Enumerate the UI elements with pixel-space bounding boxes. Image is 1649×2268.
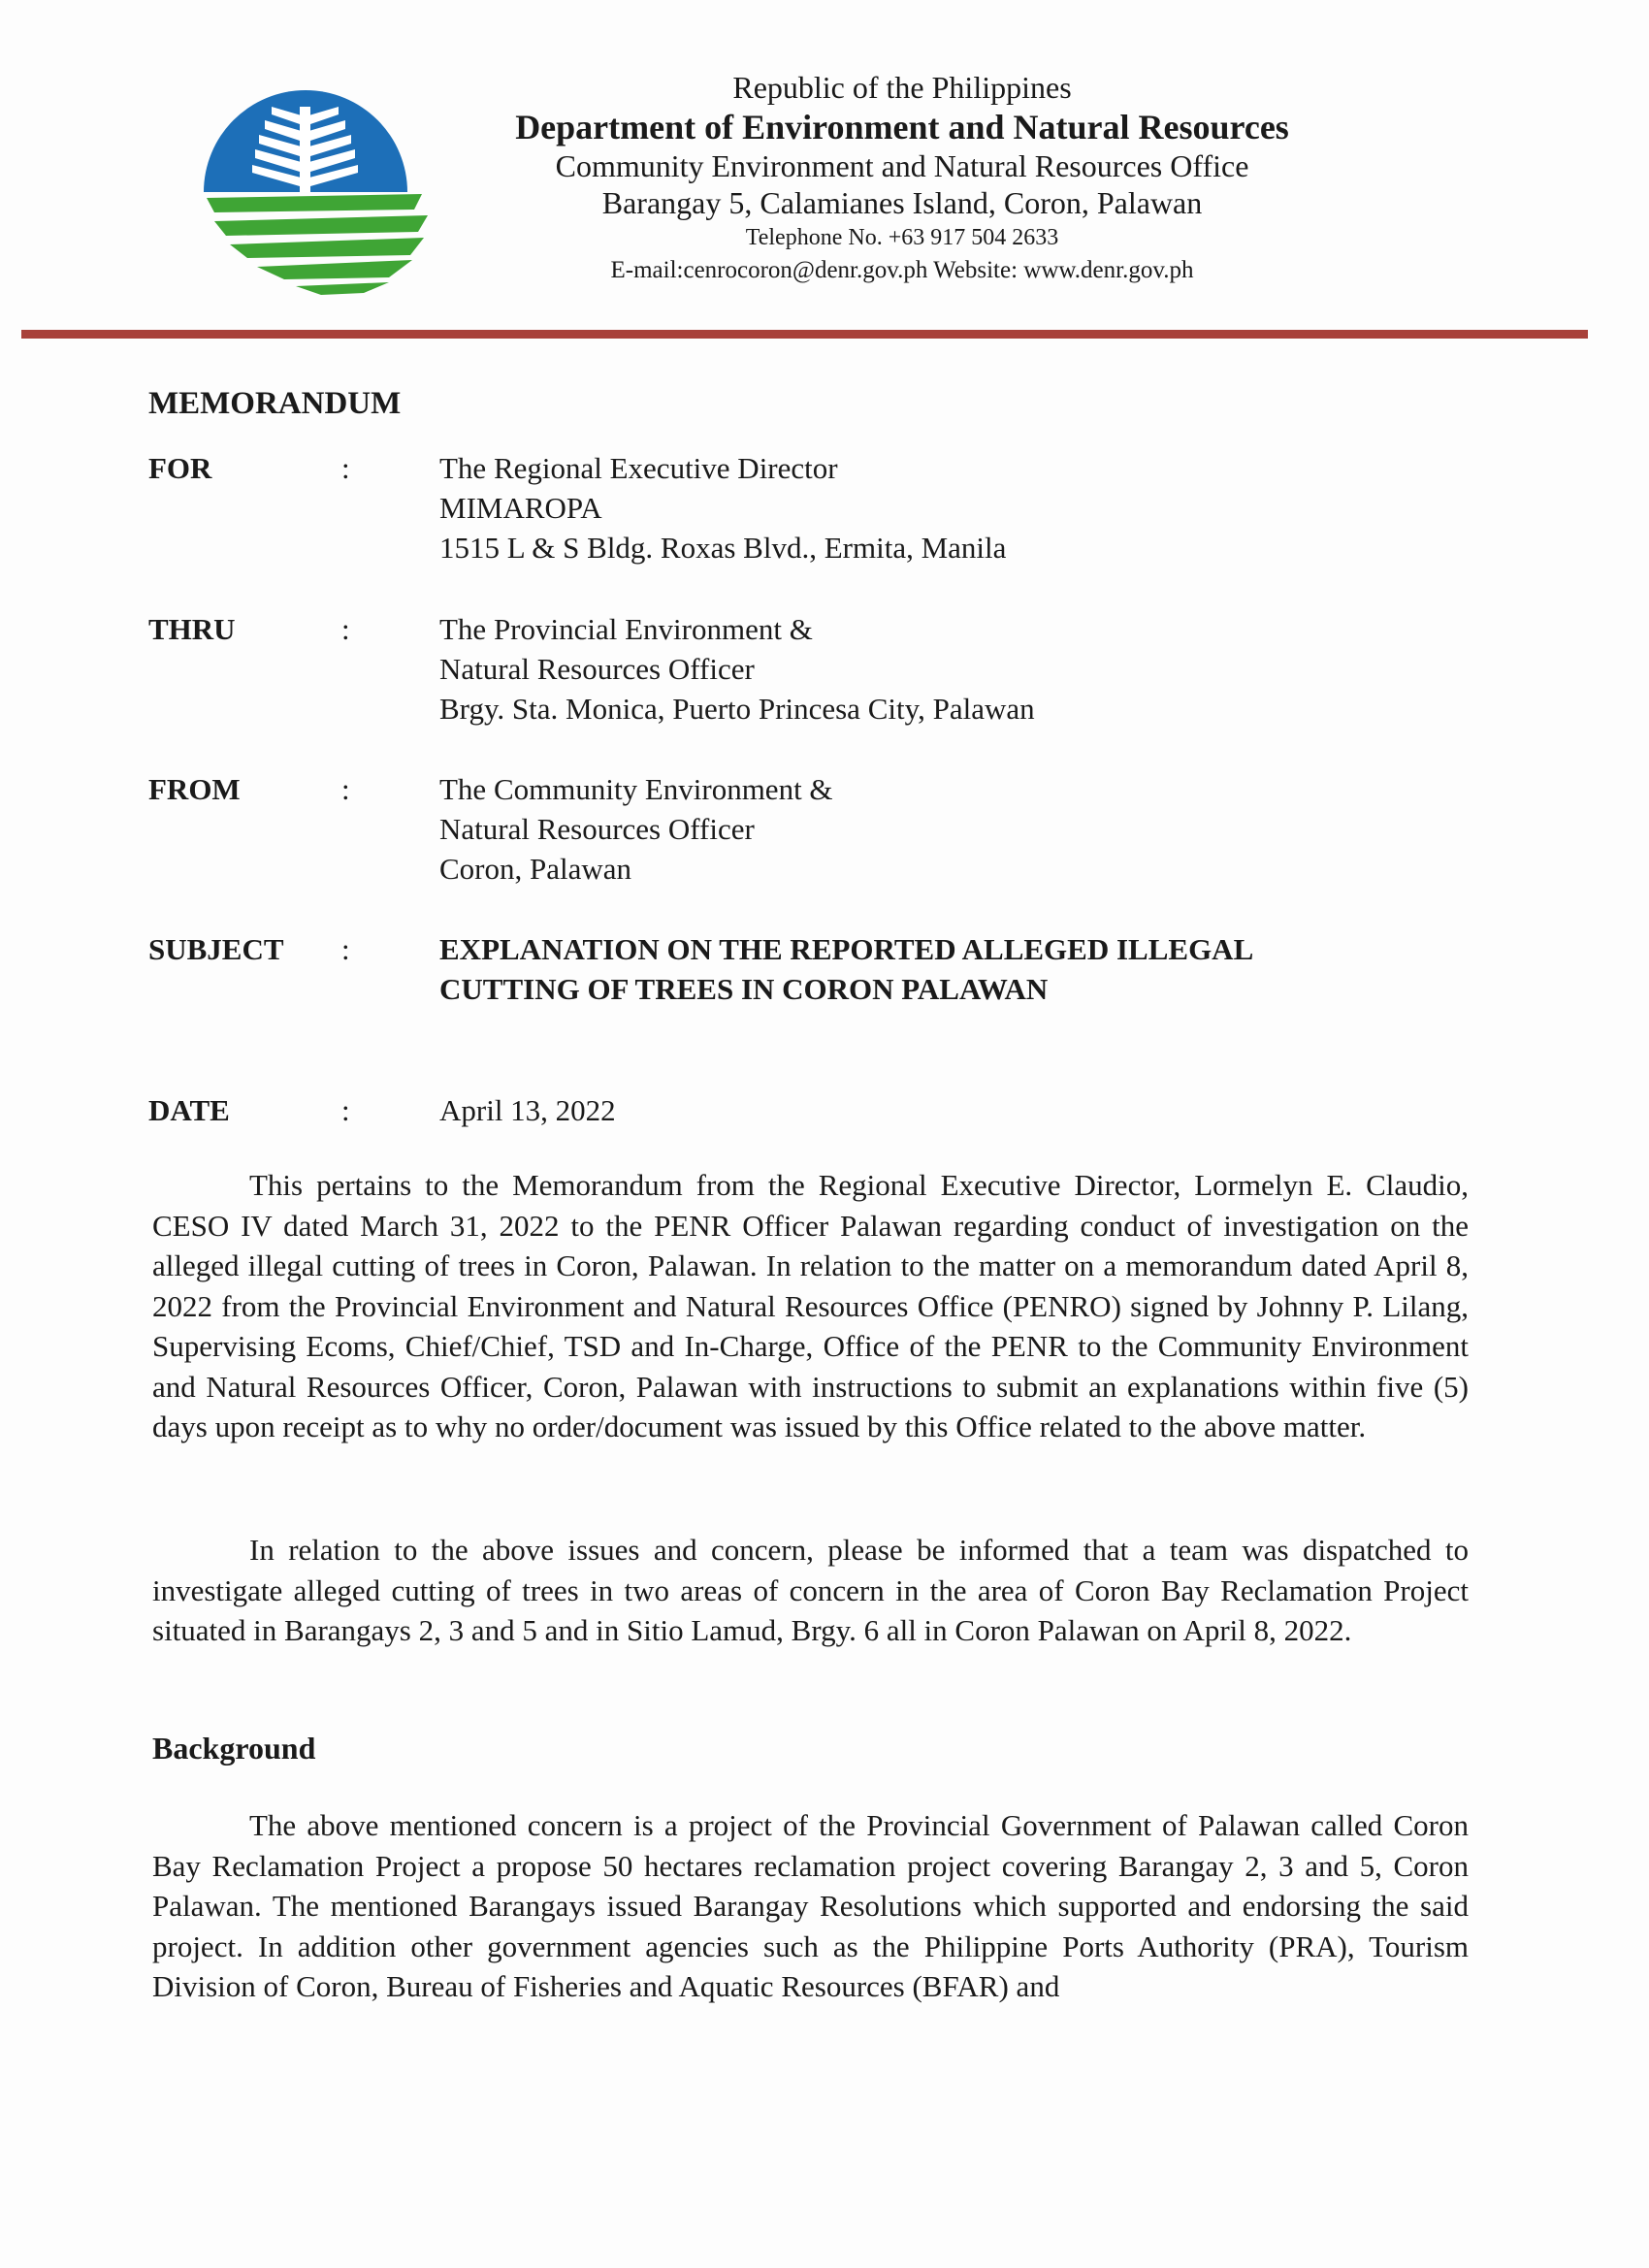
body-paragraph: In relation to the above issues and concern, please be informed that a team was dispatched to investigate alleged cutting of trees in two areas of concern in the area of Coron Bay Reclamation Project situated in Barangays 2, 3 and 5 and in Sitio Lamud, Brgy. 6 all in Coron Palawan on April 8, 2022. — [152, 1533, 1469, 1647]
date-value: April 13, 2022 — [439, 1093, 616, 1127]
subject-text — [439, 929, 1468, 1009]
subject-colon: : — [341, 932, 350, 966]
thru-line: Natural Resources Officer — [439, 652, 755, 686]
subject-line: CUTTING OF TREES IN CORON PALAWAN — [439, 972, 1049, 1006]
memo-title: MEMORANDUM — [148, 386, 402, 421]
subject-label: SUBJECT — [148, 932, 284, 966]
thru-label: THRU — [148, 612, 236, 646]
thru-line: The Provincial Environment & — [439, 612, 813, 646]
from-line: Coron, Palawan — [439, 852, 632, 886]
background-heading: Background — [152, 1731, 316, 1766]
office-telephone: Telephone No. +63 917 504 2633 — [745, 225, 1059, 250]
body-paragraph: This pertains to the Memorandum from the Regional Executive Director, Lormelyn E. Claudio, CESO IV dated March 31, 2022 to the PENR Officer Palawan regarding conduct of investigation on the alleged illegal cutting of trees in Coron, Palawan. In relation to the matter on a memorandum dated April 8, 2022 from the Provincial Environment and Natural Resources Office (PENRO) signed by Johnny P. Lilang, Supervising Ecoms, Chief/Chief, TSD and In-Charge, Office of the PENR to the Community Environment and Natural Resources Officer, Coron, Palawan with instructions to submit an explanations within five (5) days upon receipt as to why no order/document was issued by this Office related to the above matter. — [152, 1168, 1469, 1443]
from-colon: : — [341, 772, 350, 806]
from-label: FROM — [148, 772, 241, 806]
thru-recipient — [439, 609, 1468, 729]
from-line: The Community Environment & — [439, 772, 833, 806]
office-address: Barangay 5, Calamianes Island, Coron, Palawan — [601, 185, 1203, 220]
office-name: Community Environment and Natural Resources Office — [555, 148, 1249, 183]
date-colon: : — [341, 1093, 350, 1127]
date-label: DATE — [148, 1093, 230, 1127]
department-name: Department of Environment and Natural Resources — [515, 108, 1289, 146]
from-line: Natural Resources Officer — [439, 812, 755, 846]
for-line: The Regional Executive Director — [439, 451, 838, 485]
letterhead — [369, 68, 1436, 287]
date-value-block — [439, 1090, 1468, 1130]
for-colon: : — [341, 451, 350, 485]
thru-colon: : — [341, 612, 350, 646]
from-sender — [439, 769, 1468, 889]
republic-line: Republic of the Philippines — [732, 70, 1072, 105]
header-rule — [21, 330, 1588, 339]
thru-line: Brgy. Sta. Monica, Puerto Princesa City, Palawan — [439, 692, 1035, 726]
for-label: FOR — [148, 451, 212, 485]
subject-line: EXPLANATION ON THE REPORTED ALLEGED ILLEGAL — [439, 932, 1254, 966]
for-line: MIMAROPA — [439, 491, 602, 525]
for-recipient — [439, 448, 1468, 567]
body-paragraph: The above mentioned concern is a project of the Provincial Government of Palawan called Coron Bay Reclamation Project a propose 50 hectares reclamation project covering Barangay 2, 3 and 5, Coron Palawan. The mentioned Barangays issued Barangay Resolutions which supported and endorsing the said project. In addition other government agencies such as the Philippine Ports Authority (PRA), Tourism Division of Coron, Bureau of Fisheries and Aquatic Resources (BFAR) and — [152, 1808, 1469, 2003]
office-contact: E-mail:cenrocoron@denr.gov.ph Website: www.denr.gov.ph — [610, 257, 1194, 283]
for-line: 1515 L & S Bldg. Roxas Blvd., Ermita, Manila — [439, 531, 1007, 565]
